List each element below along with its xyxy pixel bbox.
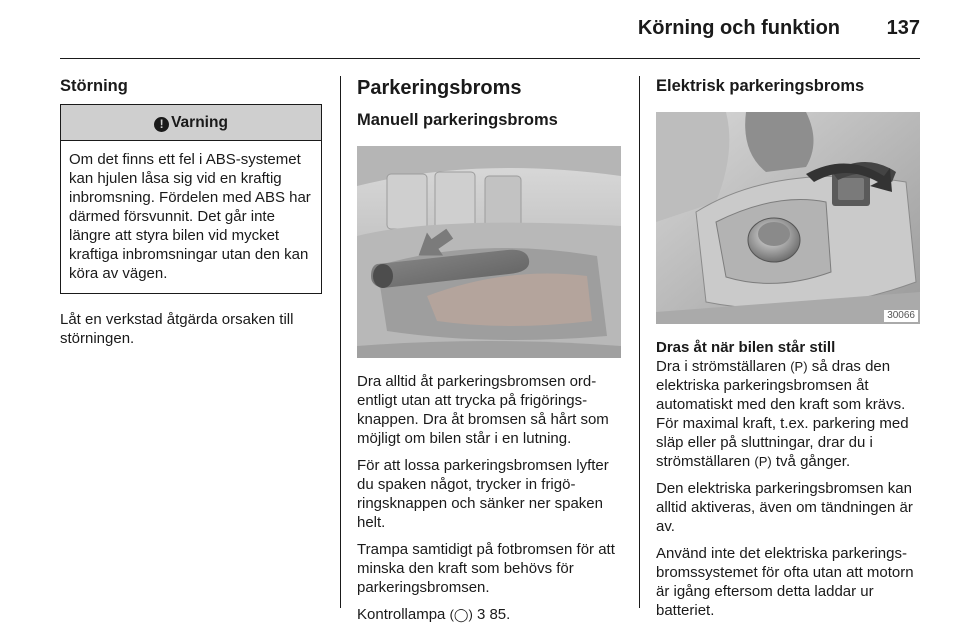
electric-heading: Dras åt när bilen står still xyxy=(656,339,836,356)
electric-p1-part-c: två gånger. xyxy=(775,453,851,470)
parking-brake-switch-icon-2: (P) xyxy=(754,454,772,469)
brake-warning-lamp-icon: (◯) xyxy=(449,607,473,622)
page-header xyxy=(0,0,960,62)
storning-paragraph: Låt en verkstad åtgärda orsaken till störningen. xyxy=(60,311,294,347)
manual-paragraph-3: Trampa samtidigt på fotbromsen för att minska den kraft som behövs för parkeringsbromsen. xyxy=(357,541,615,596)
warning-header xyxy=(61,105,321,141)
section-title-storning: Störning xyxy=(60,77,128,95)
warning-box xyxy=(60,104,322,294)
subtitle-manuell: Manuell parkeringsbroms xyxy=(357,111,558,129)
page-number: 137 xyxy=(886,17,920,39)
warning-text: Om det finns ett fel i ABS-systemet kan hjulen låsa sig vid en kraftig inbromsning. Fördelen med ABS har därmed försvunnit. Det går inte längre att styra bilen vid mycket kraftiga inbromsningar utan den kan köra av vägen. xyxy=(69,151,311,282)
manual-paragraph-2: För att lossa parkeringsbromsen lyfter du spaken något, trycker in frigöringsknappen och sänker ner spaken helt. xyxy=(357,457,609,531)
column-elektrisk xyxy=(656,76,922,628)
column-storning xyxy=(60,76,322,356)
column-divider-2 xyxy=(639,76,640,608)
electric-p1-part-b: så dras den elektriska parkeringsbromsen åt automatiskt med den kraft som krävs. För maximal kraft, t.ex. parkering med släp eller på sluttningar, drar du i strömställaren xyxy=(656,358,909,470)
warning-circle-icon: ! xyxy=(154,117,169,132)
handbrake-illustration xyxy=(357,146,621,358)
header-divider xyxy=(60,58,920,59)
column-parkeringsbroms xyxy=(357,76,622,632)
section-title-parkeringsbroms: Parkeringsbroms xyxy=(357,77,522,99)
manual-paragraph-1: Dra alltid åt parkeringsbromsen ordentligt utan att trycka på frigöringsknappen. Dra åt bromsen så hårt som möjligt om bilen står i en lutning. xyxy=(357,373,609,447)
chapter-title: Körning och funktion xyxy=(637,17,840,39)
column-divider-1 xyxy=(340,76,341,608)
manual-paragraph-4 xyxy=(357,605,622,624)
figure-number: 30066 xyxy=(884,310,918,322)
electric-paragraph-1 xyxy=(656,357,922,471)
parking-brake-switch-icon: (P) xyxy=(790,359,808,374)
page-ref-arrow: 3 xyxy=(476,606,486,623)
warning-label: Varning xyxy=(171,114,228,131)
electric-parking-brake-switch-illustration xyxy=(656,112,920,324)
page-ref: 85. xyxy=(489,606,511,623)
electric-p1-part-a: Dra i strömställaren xyxy=(656,358,787,375)
section-title-elektrisk: Elektrisk parkeringsbroms xyxy=(656,77,865,95)
lamp-text: Kontrollampa xyxy=(357,606,446,623)
electric-paragraph-2: Den elektriska parkeringsbromsen kan alltid aktiveras, även om tändningen är av. xyxy=(656,480,913,535)
electric-paragraph-3: Använd inte det elektriska parkeringsbromssystemet för ofta utan att motorn är igång eftersom detta laddar ur batteriet. xyxy=(656,545,914,619)
